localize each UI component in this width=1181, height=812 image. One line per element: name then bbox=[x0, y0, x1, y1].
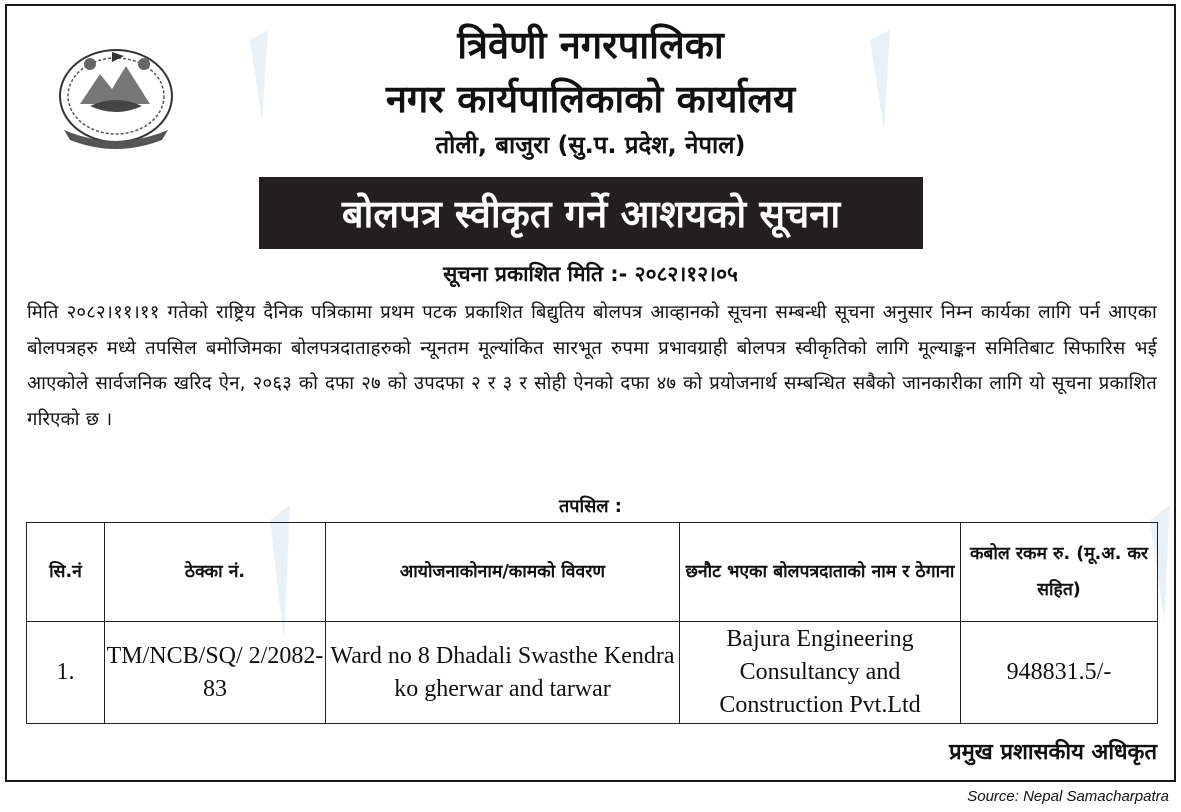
publish-date: सूचना प्रकाशित मिति :- २०८२।१२।०५ bbox=[443, 262, 738, 286]
source-credit: Source: Nepal Samacharpatra bbox=[967, 788, 1169, 805]
details-label: तपसिल : bbox=[559, 496, 622, 517]
header-project-name: आयोजनाकोनाम/कामको विवरण bbox=[326, 523, 680, 622]
header-bidder: छनौट भएका बोलपत्रदाताको नाम र ठेगाना bbox=[680, 523, 961, 622]
header-contract-no: ठेक्का नं. bbox=[105, 523, 326, 622]
cell-bid-amount: 948831.5/- bbox=[961, 622, 1158, 724]
signatory-title: प्रमुख प्रशासकीय अधिकृत bbox=[949, 740, 1157, 765]
details-table bbox=[26, 522, 1158, 724]
org-name: त्रिवेणी नगरपालिका bbox=[457, 23, 724, 67]
notice-title bbox=[259, 177, 923, 249]
cell-serial: 1. bbox=[27, 622, 105, 724]
cell-bidder: Bajura Engineering Consultancy and Construction Pvt.Ltd bbox=[680, 622, 961, 724]
cell-contract-no: TM/NCB/SQ/ 2/2082-83 bbox=[105, 622, 326, 724]
notice-body: मिति २०८२।११।११ गतेको राष्ट्रिय दैनिक पत्रिकामा प्रथम पटक प्रकाशित बिद्युतिय बोलपत्र आव्हानको सूचना सम्बन्धी सूचना अनुसार निम्न कार्यका लागि पर्न आएका बोलपत्रहरु मध्ये तपसिल बमोजिमका बोलपत्रदाताहरुको न्यूनतम मूल्यांकित सारभूत रुपमा प्रभावग्राही बोलपत्र स्वीकृतिको लागि मूल्याङ्कन समितिबाट सिफारिस भई आएकोले सार्वजनिक खरिद ऐन, २०६३ को दफा २७ को उपदफा २ र ३ र सोही ऐनको दफा ४७ को प्रयोजनार्थ सम्बन्धित सबैको जानकारीका लागि यो सूचना प्रकाशित गरिएको छ । bbox=[27, 302, 1157, 430]
header-bid-amount: कबोल रकम रु. (मू.अ. कर सहित) bbox=[961, 523, 1158, 622]
office-name: नगर कार्यपालिकाको कार्यालय bbox=[385, 77, 796, 121]
header-serial: सि.नं bbox=[27, 523, 105, 622]
cell-project-name: Ward no 8 Dhadali Swasthe Kendra ko gherwar and tarwar bbox=[326, 622, 680, 724]
notice-title-text: बोलपत्र स्वीकृत गर्ने आशयको सूचना bbox=[341, 192, 841, 236]
table-header-row bbox=[27, 523, 1158, 622]
address: तोली, बाजुरा (सु.प. प्रदेश, नेपाल) bbox=[435, 131, 746, 159]
table-row bbox=[27, 622, 1158, 724]
